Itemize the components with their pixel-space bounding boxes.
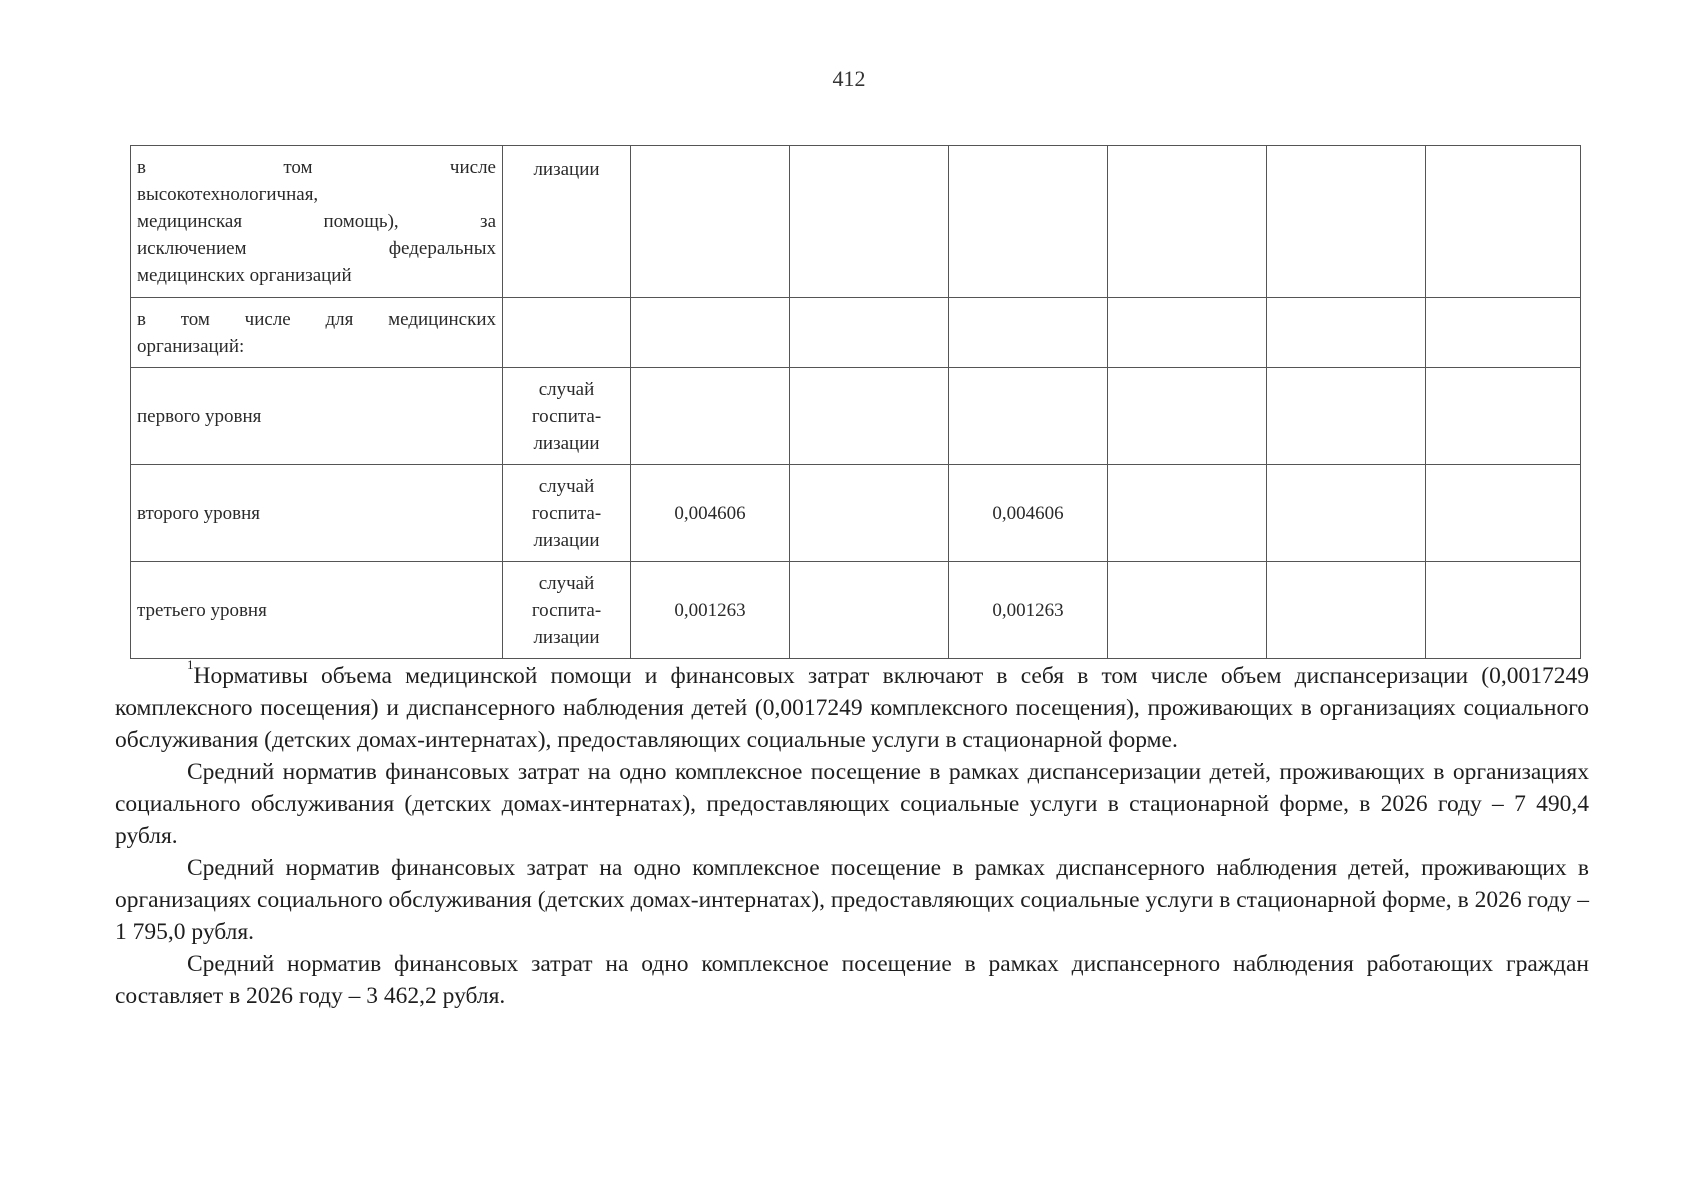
- footnote-mark: 1: [187, 657, 194, 672]
- page-number: 412: [832, 66, 866, 91]
- row-name-line: исключением федеральных: [137, 238, 496, 259]
- body-paragraph: Средний норматив финансовых затрат на одно комплексное посещение в рамках диспансерного наблюдения детей, проживающих в организациях социального обслуживания (детских домах-интернатах), предоставляющих социальные услуги в стационарной форме, в 2026 году – 1 795,0 рубля.: [115, 855, 1589, 945]
- row-name-line: в том числе: [137, 157, 496, 178]
- row-unit-cell: лизации: [503, 146, 631, 298]
- value-cell: 0,004606: [631, 465, 790, 562]
- row-name-cell: [131, 298, 503, 368]
- unit-line: лизации: [533, 626, 600, 648]
- value-cell: [1108, 368, 1267, 465]
- unit-line: случай: [538, 378, 595, 400]
- value-cell: 0,004606: [949, 465, 1108, 562]
- body-paragraph: Средний норматив финансовых затрат на одно комплексное посещение в рамках диспансеризации детей, проживающих в организациях социального обслуживания (детских домах-интернатах), предоставляющих социальные услуги в стационарной форме, в 2026 году – 7 490,4 рубля.: [115, 759, 1589, 849]
- row-name-line: медицинская помощь), за: [137, 211, 496, 232]
- value-cell: [1426, 562, 1581, 659]
- value-cell: [631, 146, 790, 298]
- value-cell: [631, 298, 790, 368]
- table-row: [131, 562, 1581, 659]
- value-cell: [1108, 146, 1267, 298]
- table-row: [131, 368, 1581, 465]
- value-cell: [790, 465, 949, 562]
- row-unit-cell: [503, 368, 631, 465]
- unit-line: случай: [538, 475, 595, 497]
- value-cell: [1426, 298, 1581, 368]
- unit-line: лизации: [533, 432, 600, 454]
- value-cell: [790, 146, 949, 298]
- row-name-line: медицинских организаций: [137, 265, 352, 286]
- unit-line: госпита-: [531, 405, 602, 427]
- value-cell: [1108, 562, 1267, 659]
- value-cell: [1108, 465, 1267, 562]
- unit-line: госпита-: [531, 502, 602, 524]
- body-paragraph: Средний норматив финансовых затрат на одно комплексное посещение в рамках диспансерного наблюдения работающих граждан составляет в 2026 году – 3 462,2 рубля.: [115, 951, 1589, 1009]
- row-name-cell: второго уровня: [131, 465, 503, 562]
- value-cell: [790, 298, 949, 368]
- norms-table: [130, 145, 1581, 659]
- value-cell: [631, 368, 790, 465]
- row-name-cell: третьего уровня: [131, 562, 503, 659]
- value-cell: [949, 298, 1108, 368]
- row-name-cell: [131, 146, 503, 298]
- value-cell: [949, 146, 1108, 298]
- value-cell: [790, 368, 949, 465]
- unit-line: лизации: [533, 529, 600, 551]
- value-cell: [1267, 298, 1426, 368]
- footnote-text: Нормативы объема медицинской помощи и финансовых затрат включают в себя в том числе объем диспансеризации (0,0017249 комплексного посещения) и диспансерного наблюдения детей (0,0017249 комплексного посещения), проживающих в организациях социального обслуживания (детских домах-интернатах), предоставляющих социальные услуги в стационарной форме.: [115, 663, 1589, 753]
- row-name-cell: первого уровня: [131, 368, 503, 465]
- row-unit-cell: [503, 298, 631, 368]
- body-text: [115, 657, 1589, 1012]
- unit-line: госпита-: [531, 599, 602, 621]
- value-cell: [1426, 146, 1581, 298]
- footnote-paragraph: [115, 657, 1589, 756]
- table-row: [131, 298, 1581, 368]
- value-cell: [1267, 562, 1426, 659]
- row-name-line: в том числе для медицинских: [137, 308, 496, 330]
- value-cell: [1426, 368, 1581, 465]
- norms-table-wrapper: [130, 145, 1580, 659]
- unit-line: случай: [538, 572, 595, 594]
- value-cell: [790, 562, 949, 659]
- row-name-line: высокотехнологичная,: [137, 184, 319, 205]
- value-cell: 0,001263: [631, 562, 790, 659]
- value-cell: 0,001263: [949, 562, 1108, 659]
- value-cell: [1426, 465, 1581, 562]
- table-row: [131, 465, 1581, 562]
- table-row: [131, 146, 1581, 298]
- value-cell: [1108, 298, 1267, 368]
- value-cell: [1267, 146, 1426, 298]
- value-cell: [1267, 368, 1426, 465]
- row-unit-cell: [503, 465, 631, 562]
- value-cell: [1267, 465, 1426, 562]
- row-unit-cell: [503, 562, 631, 659]
- value-cell: [949, 368, 1108, 465]
- row-name-line: организаций:: [137, 335, 245, 357]
